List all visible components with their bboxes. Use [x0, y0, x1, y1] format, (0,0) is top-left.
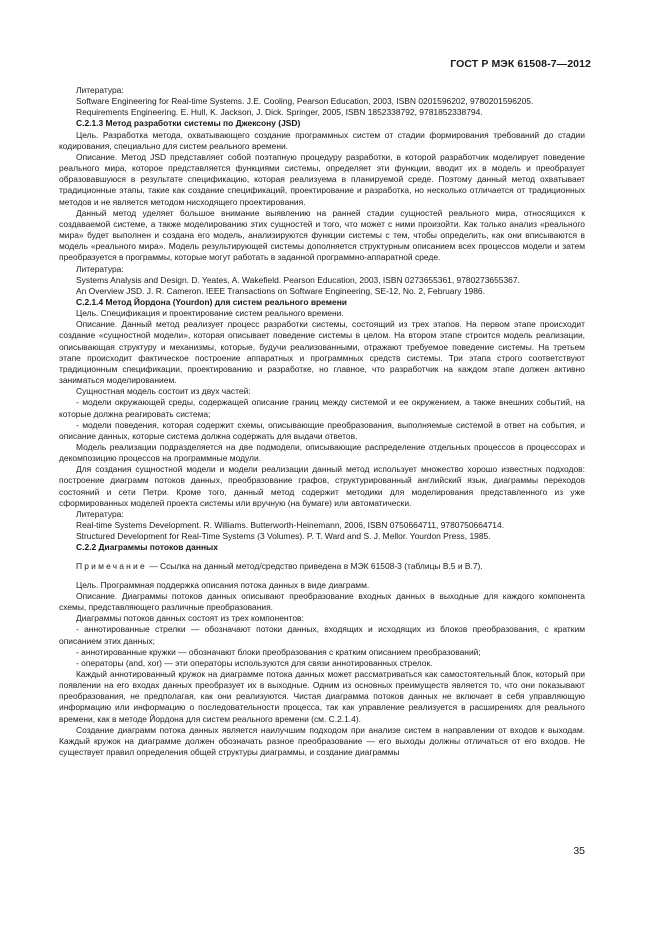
document-header: ГОСТ Р МЭК 61508-7—2012 — [450, 58, 591, 70]
literature-label: Литература: — [76, 508, 124, 519]
paragraph: Сущностная модель состоит из двух частей: — [76, 386, 251, 397]
paragraph: Каждый аннотированный кружок на диаграмме потока данных может рассматриваться как самостоятельный блок, который при появлении на его входах данных преобразует их в выходные. Одним из основных преимуществ является то, что они показывают преобразования, не предполагая, как они реализуются. Чистая диаграмма потоков данных не включает в себя управляющую информацию или информацию о последовательности процесса, так как управление реализуется в расширениях для реального времени, как в методе Йордона для систем реального времени (см. C.2.1.4). — [59, 668, 585, 724]
section-heading-c22: C.2.2 Диаграммы потоков данных — [76, 542, 218, 553]
section-heading-c213: C.2.1.3 Метод разработки системы по Джексону (JSD) — [76, 118, 301, 129]
section-heading-c214: C.2.1.4 Метод Йордона (Yourdon) для систем реального времени — [76, 296, 347, 307]
paragraph: Для создания сущностной модели и модели реализации данный метод использует множество хорошо известных подходов: построение диаграмм потоков данных, преобразование графов, структурированный английский язык, диаграммы переходов состояний и сети Петри. Кроме того, данный метод содержит методики для моделирования представленного из уже сформированных моделей проекта системы или вручную (на бумаге) или автоматически. — [59, 464, 585, 508]
paragraph: Описание. Диаграммы потоков данных описывают преобразование входных данных в выходные для каждого компонента схемы, представляющего различные преобразования. — [59, 590, 585, 613]
paragraph: Цель. Разработка метода, охватывающего создание программных систем от стадии формирования требований до стадии кодирования, специально для систем реального времени. — [59, 129, 585, 151]
list-item: - аннотированные кружки — обозначают блоки преобразования с кратким описанием преобразований; — [76, 646, 481, 657]
reference-entry: An Overview JSD. J. R. Cameron. IEEE Transactions on Software Engineering, SE-12, No. 2, February 1986. — [76, 285, 485, 296]
reference-entry: Requirements Engineering. E. Hull, K. Jackson, J. Dick. Springer, 2005, ISBN 1852338792, 9781852338794. — [76, 107, 483, 118]
list-item: - модели окружающей среды, содержащей описание границ между системой и ее окружением, а также внешних событий, на которые должна реагировать система; — [59, 397, 585, 419]
reference-entry: Software Engineering for Real-time Systems. J.E. Cooling, Pearson Education, 2003, ISBN 0201596202, 9780201596205. — [76, 96, 534, 107]
literature-label: Литература: — [76, 263, 124, 274]
paragraph: Данный метод уделяет большое внимание выявлению на ранней стадии сущностей реального мира, относящихся к создаваемой системе, а также моделированию этих сущностей и того, что может с ними произойти. Как только анализ «реального мира» будет выполнен и создана его модель, анализируются функции системы с тем, чтобы определить, как они вписываются в модель «реального мира». Модель результирующей системы дополняется структурным описанием всех процессов модели и затем преобразуется в программы, которые могут работать в заданной программно-аппаратной среде. — [59, 207, 585, 263]
paragraph: Описание. Метод JSD представляет собой поэтапную процедуру разработки, в которой разработчик моделирует поведение реального мира, которое представляется функциями системы, определяет эти функции, вводит их в модель и преобразует образовавшуюся в результате спецификацию, которая реализуема в планируемой среде. Поэтому данный метод охватывает традиционные этапы, такие как создание спецификаций, проектирование и разработка, но несколько отличается от традиционных методов и не является методом нисходящего проектирования. — [59, 151, 585, 207]
paragraph: Цель. Спецификация и проектирование систем реального времени. — [76, 308, 344, 319]
paragraph: Цель. Программная поддержка описания потока данных в виде диаграмм. — [76, 579, 370, 590]
paragraph: Модель реализации подразделяется на две подмодели, описывающие распределение отдельных процессов в процессорах и декомпозицию процессов на программные модули. — [59, 442, 585, 464]
literature-label: Литература: — [76, 85, 124, 95]
list-item: - аннотированные стрелки — обозначают потоки данных, входящих и исходящих из блоков преобразования, с кратким описанием этих данных; — [59, 624, 585, 646]
reference-entry: Structured Development for Real-Time Systems (3 Volumes). P. T. Ward and S. J. Mellor. Yourdon Press, 1985. — [76, 531, 491, 542]
list-item: - модели поведения, которая содержит схемы, описывающие преобразования, выполняемые системой в ответ на события, и описание данных, которые система должна содержать для выдачи ответов. — [59, 419, 585, 441]
paragraph: Диаграммы потоков данных состоят из трех компонентов: — [76, 613, 304, 624]
list-item: - операторы (and, xor) — эти операторы используются для связи аннотированных стрелок. — [76, 657, 433, 668]
reference-entry: Systems Analysis and Design. D. Yeates, A. Wakefield. Pearson Education, 2003, ISBN 0273655361, 9780273655367. — [76, 274, 520, 285]
note-text: — Ссылка на данный метод/средство приведена в МЭК 61508-3 (таблицы B.5 и B.7). — [146, 560, 483, 571]
paragraph: Описание. Данный метод реализует процесс разработки системы, состоящий из трех этапов. На первом этапе происходит создание «сущностной модели», которая описывает поведение системы в целом. На втором этапе строится модель реализации, описывающая структуру и механизмы, которые, будучи реализованными, отражают требуемое поведение системы. На третьем этапе происходит фактическое построение аппаратных и программных средств системы. Три этапа строго соответствуют традиционным спецификации, проектированию и разработке, но главное, что разработчик на каждом этапе должен активно заниматься моделированием. — [59, 319, 585, 386]
page-number: 35 — [573, 845, 585, 857]
note — [59, 561, 585, 572]
page-content — [59, 85, 585, 758]
note-label: Примечание — [76, 560, 147, 571]
reference-entry: Real-time Systems Development. R. Williams. Butterworth-Heinemann, 2006, ISBN 0750664711, 9780750664714. — [76, 520, 505, 531]
paragraph: Создание диаграмм потока данных является наилучшим подходом при анализе систем в направлении от входов к выходам. Каждый кружок на диаграмме должен обозначать разное преобразование — его выходы должны отличаться от его входов. Не существует правил определения общей структуры диаграммы, и создание диаграммы — [59, 724, 585, 758]
